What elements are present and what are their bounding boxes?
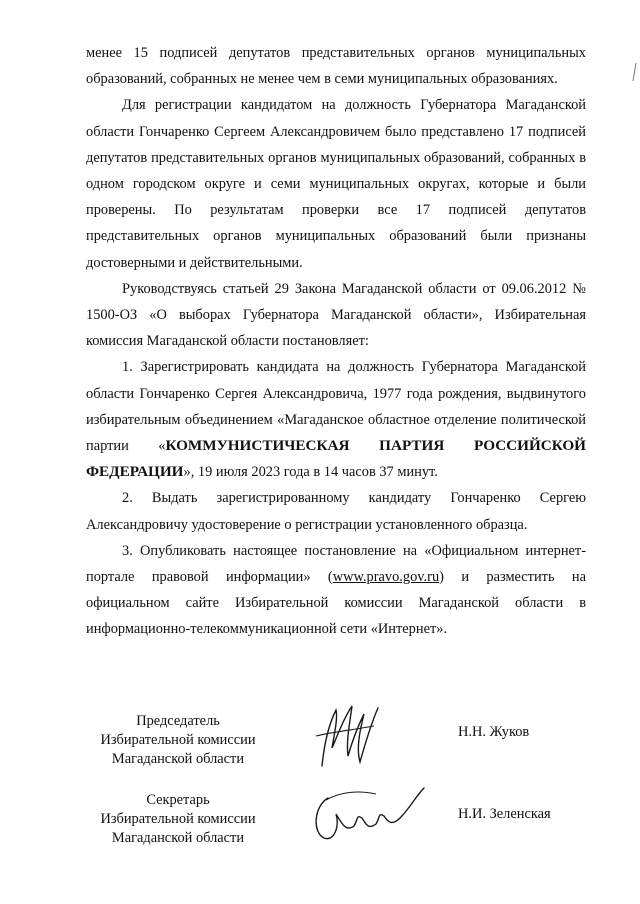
secretary-title-block	[88, 791, 268, 848]
secretary-title-line1: Секретарь	[146, 792, 210, 808]
document-body	[86, 40, 586, 643]
chair-title-line1: Председатель	[136, 713, 220, 729]
chair-name: Н.Н. Жуков	[458, 724, 530, 740]
paragraph-continuation: менее 15 подписей депутатов представительных органов муниципальных образований, собранных не менее чем в семи муниципальных образованиях.	[86, 45, 586, 88]
item-3-tail: ) и разместить на официальном сайте Избирательной комиссии Магаданской области в информационно-телекоммуникационной сети «Интернет».	[86, 569, 586, 638]
secretary-name: Н.И. Зеленская	[458, 806, 551, 822]
chair-title-line3: Магаданской области	[111, 751, 245, 767]
chair-title-block	[88, 712, 268, 769]
resolution-item-3	[86, 538, 586, 643]
pravo-link[interactable]: www.pravo.gov.ru	[332, 569, 440, 586]
item-3-text: 3. Опубликовать настоящее постановление на «Официальном интернет-портале правовой информации» (	[86, 542, 586, 586]
paragraph-signatures-check: Для регистрации кандидатом на должность Губернатора Магаданской области Гончаренко Сергеем Александровичем было представлено 17 подписей депутатов представительных органов муниципальных образований, собранных в одном городском округе и семи муниципальных округах, которые и были проверены. По результатам проверки все 17 подписей депутатов представительных органов муниципальных образований были признаны достоверными и действительными.	[86, 97, 586, 271]
page-edge-mark	[632, 62, 638, 87]
paragraph-legal-basis: Руководствуясь статьей 29 Закона Магаданской области от 09.06.2012 № 1500-ОЗ «О выборах Губернатора Магаданской области», Избирательная комиссия Магаданской области постановляет:	[86, 280, 586, 350]
party-name: КОММУНИСТИЧЕСКАЯ ПАРТИЯ РОССИЙСКОЙ ФЕДЕРАЦИИ	[86, 437, 586, 481]
item-1-text: 1. Зарегистрировать кандидата на должность Губернатора Магаданской области Гончаренко Сергея Александровича, 1977 года рождения, выдвинутого избирательным объединением «Магаданское областное отделение политической партии «	[86, 359, 586, 455]
item-1-tail: », 19 июля 2023 года в 14 часов 37 минут.	[183, 464, 438, 481]
secretary-title-line3: Магаданской области	[111, 830, 245, 846]
resolution-item-1	[86, 354, 586, 485]
chair-signature	[308, 696, 388, 779]
chair-title-line2: Избирательной комиссии	[100, 732, 256, 748]
secretary-title-line2: Избирательной комиссии	[100, 811, 256, 827]
resolution-item-2: 2. Выдать зарегистрированному кандидату Гончаренко Сергею Александровичу удостоверение о регистрации установленного образца.	[86, 490, 586, 533]
secretary-signature	[306, 778, 426, 853]
